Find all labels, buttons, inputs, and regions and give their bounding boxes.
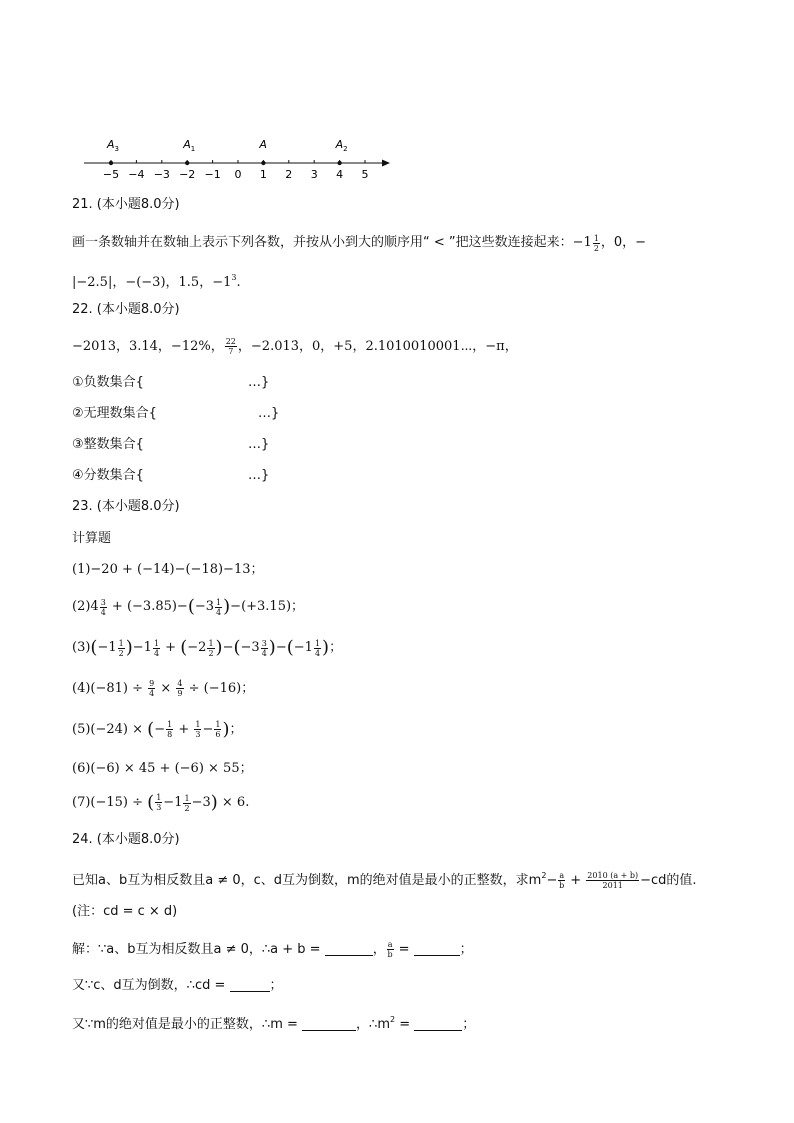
q21-line2 xyxy=(72,268,241,293)
q23-item-3: (3)(−1 $\frac{1}{2}$ )−1 $\frac{1}{4}$ + (−2 $\frac{1}{2}$ )−(−3 $\frac{3}{4}$ )−(−1 $\frac{1}{4}$ )； xyxy=(72,637,343,658)
set-label: ③整数集合{ xyxy=(72,437,144,452)
answer-blank[interactable] xyxy=(414,1016,462,1031)
q22-header: 22. (本小题8.0分) xyxy=(72,302,180,317)
q22-set-integer xyxy=(72,435,269,455)
q23-item-5: (5)(−24) × (− $\frac{1}{8}$ + $\frac{1}{3}$ − $\frac{1}{6}$ )； xyxy=(72,719,243,740)
q22-set-fraction xyxy=(72,466,269,486)
q22-set-irrational xyxy=(72,404,279,424)
tick-label: 1 xyxy=(259,168,267,181)
point-label: A xyxy=(259,138,267,151)
point-label: $A_1$ xyxy=(183,138,196,153)
q21-text: 画一条数轴并在数轴上表示下列各数，并按从小到大的顺序用“ < ”把这些数连接起来： xyxy=(72,235,573,250)
answer-blank[interactable] xyxy=(230,977,270,992)
q23-item-2: (2)4 $\frac{3}{4}$ + (−3.85)−(−3 $\frac{1}{4}$ )−(+3.15)； xyxy=(72,596,305,617)
set-label: ④分数集合{ xyxy=(72,468,144,483)
q23-title: 计算题 xyxy=(72,531,112,546)
q24-header: 24. (本小题8.0分) xyxy=(72,832,180,847)
set-end: …} xyxy=(247,468,270,483)
q24-stem-b: −cd的值. xyxy=(640,873,697,888)
point-dot xyxy=(261,161,265,165)
q24-note: (注：cd = c × d) xyxy=(72,904,178,919)
set-end: …} xyxy=(247,375,270,390)
answer-blank[interactable] xyxy=(414,941,460,956)
point-label: $A_3$ xyxy=(107,138,119,153)
answer-blank[interactable] xyxy=(302,1016,356,1031)
q24-stem: 已知a、b互为相反数且a ≠ 0，c、d互为倒数，m的绝对值是最小的正整数，求$m^2-$ $\frac{a}{b}$ + $\frac{2010 (a + b)}{2011}$ −cd的值. xyxy=(72,871,697,890)
q22-numbers xyxy=(72,337,518,357)
number-line-arrow xyxy=(382,160,390,167)
tick-label: 4 xyxy=(336,168,344,181)
q21-header: 21. (本小题8.0分) xyxy=(72,197,180,212)
q22-numbers-a: −2013，3.14，−12%， xyxy=(72,339,224,354)
q21-line2-end: . xyxy=(236,275,241,290)
q21-mixed-number: −1 $\frac{1}{2}$ xyxy=(572,233,599,253)
q23-item-7: (7)(−15) ÷ ( $\frac{1}{3}$ −1 $\frac{1}{2}$ −3) × 6. xyxy=(72,792,250,813)
q23-item-6: (6)(−6) × 45 + (−6) × 55； xyxy=(72,761,253,776)
q23-item-1: (1)−20 + (−14)−(−18)−13； xyxy=(72,562,264,577)
point-dot xyxy=(185,161,189,165)
q24-solution-3: 又∵m的绝对值是最小的正整数，∴m = ，$\therefore m^2$ = ； xyxy=(72,1015,476,1032)
q22-numbers-b: ，−2.013̇，0，+5，2.1010010001⋯，−π， xyxy=(237,339,518,354)
tick-label: 2 xyxy=(285,168,293,181)
set-end: …} xyxy=(247,437,270,452)
number-line xyxy=(80,132,400,182)
q24-sol3-text-b: ，∴m xyxy=(356,1017,390,1032)
answer-blank[interactable] xyxy=(325,941,373,956)
set-label: ①负数集合{ xyxy=(72,375,144,390)
a-over-b: $\frac{a}{b}$ xyxy=(387,940,393,959)
q23-item-4: (4)(−81) ÷ $\frac{9}{4}$ × $\frac{4}{9}$ ÷ (−16)； xyxy=(72,679,255,698)
q23-header: 23. (本小题8.0分) xyxy=(72,499,180,514)
tick-label: −5 xyxy=(102,168,120,181)
q22-set-negative xyxy=(72,373,269,393)
point-dot xyxy=(109,161,113,165)
tick-label: −4 xyxy=(128,168,145,181)
q21-line1-end: ，0，− xyxy=(600,235,647,250)
tick-label: 0 xyxy=(234,168,242,181)
tick-label: 3 xyxy=(310,168,318,181)
q24-sol3-text-c: = xyxy=(395,1017,411,1032)
q24-solution-1: 解：∵a、b互为相反数且a ≠ 0，∴a + b = ， $\frac{a}{b}$ = ； xyxy=(72,940,473,959)
set-end: …} xyxy=(257,406,280,421)
q24-stem-a: 已知a、b互为相反数且a ≠ 0，c、d互为倒数，m的绝对值是最小的正整数，求m xyxy=(72,873,542,888)
q24-solution-2: 又∵c、d互为倒数，∴cd = ； xyxy=(72,978,283,993)
point-dot xyxy=(337,161,341,165)
q24-sol3-text: 又∵m的绝对值是最小的正整数，∴m = xyxy=(72,1017,298,1032)
tick-label: 5 xyxy=(361,168,369,181)
tick-label: −1 xyxy=(204,168,221,181)
q24-sol1-text: 解：∵a、b互为相反数且a ≠ 0，∴a + b = xyxy=(72,942,321,957)
q21-line1 xyxy=(72,233,646,253)
q21-line2-text: |−2.5|，−(−3)，1.5，−1 xyxy=(72,275,232,290)
point-label: $A_2$ xyxy=(335,138,348,153)
set-label: ②无理数集合{ xyxy=(72,406,157,421)
q22-fraction: $\frac{22}{7}$ xyxy=(225,337,236,356)
q24-sol2-text: 又∵c、d互为倒数，∴cd = xyxy=(72,978,226,993)
tick-label: −2 xyxy=(179,168,196,181)
tick-label: −3 xyxy=(153,168,170,181)
q21-line2-sup: 3 xyxy=(231,273,237,282)
